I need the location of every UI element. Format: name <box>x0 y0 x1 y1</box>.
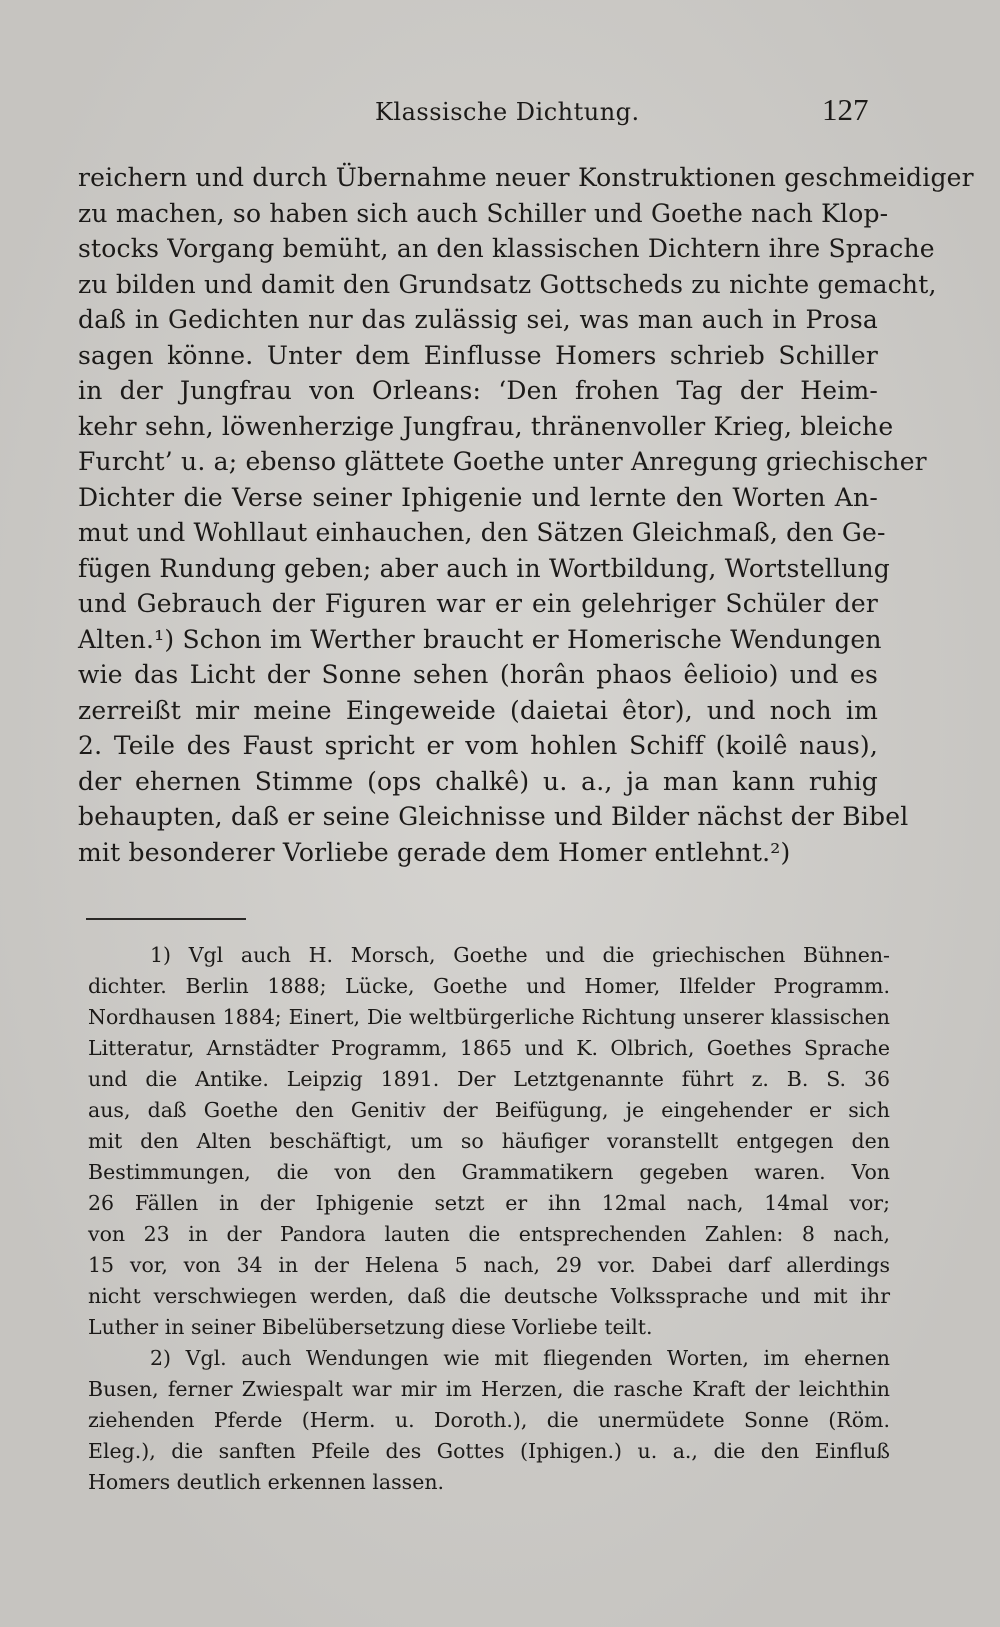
body-line: fügen Rundung geben; aber auch in Wortbildung, Wortstellung <box>78 553 891 583</box>
footnote-rule <box>86 918 246 920</box>
body-line: Furcht’ u. a; ebenso glättete Goethe unter Anregung griechischer <box>78 447 927 476</box>
body-text <box>78 160 974 900</box>
footnote-1-line: aus, daß Goethe den Genitiv der Beifügung, je eingehender er sich <box>88 1098 890 1122</box>
body-line: in der Jungfrau von Orleans: ‘Den frohen Tag der Heim- <box>78 376 878 405</box>
footnote-1-line: dichter. Berlin 1888; Lücke, Goethe und Homer, Ilfelder Programm. <box>88 974 890 998</box>
body-line: kehr sehn, löwenherzige Jungfrau, thränenvoller Krieg, bleiche <box>78 411 894 441</box>
footnote-1-line: Luther in seiner Bibelübersetzung diese Vorliebe teilt. <box>88 1315 653 1339</box>
body-line: daß in Gedichten nur das zulässig sei, was man auch in Prosa <box>78 305 878 334</box>
footnote-1-line: nicht verschwiegen werden, daß die deutsche Volkssprache und mit ihr <box>88 1284 890 1308</box>
body-line: sagen könne. Unter dem Einflusse Homers schrieb Schiller <box>78 340 878 370</box>
footnote-1-line: 1) Vgl auch H. Morsch, Goethe und die griechischen Bühnen- <box>150 943 890 967</box>
footnote-1-line: Bestimmungen, die von den Grammatikern gegeben waren. Von <box>88 1160 890 1184</box>
body-line: 2. Teile des Faust spricht er vom hohlen Schiff (koilê naus), <box>78 731 878 760</box>
body-line: behaupten, daß er seine Gleichnisse und Bilder nächst der Bibel <box>78 802 909 831</box>
body-line: zerreißt mir meine Eingeweide (daietai êtor), und noch im <box>78 695 878 725</box>
page-number: 127 <box>822 92 869 127</box>
body-line: mit besonderer Vorliebe gerade dem Homer entlehnt.²) <box>78 837 791 867</box>
footnote-2-line: 2) Vgl. auch Wendungen wie mit fliegenden Worten, im ehernen <box>150 1346 890 1370</box>
body-line: Dichter die Verse seiner Iphigenie und lernte den Worten An- <box>78 482 878 512</box>
body-line: mut und Wohllaut einhauchen, den Sätzen Gleichmaß, den Ge- <box>78 518 886 547</box>
footnote-2-line: Busen, ferner Zwiespalt war mir im Herzen, die rasche Kraft der leichthin <box>88 1377 890 1401</box>
footnote-1-line: 15 vor, von 34 in der Helena 5 nach, 29 vor. Dabei darf allerdings <box>88 1253 890 1277</box>
footnote-1-line: 26 Fällen in der Iphigenie setzt er ihn 12mal nach, 14mal vor; <box>88 1191 890 1215</box>
footnote-1-line: mit den Alten beschäftigt, um so häufiger voranstellt entgegen den <box>88 1129 890 1153</box>
footnote-2-line: ziehenden Pferde (Herm. u. Doroth.), die unermüdete Sonne (Röm. <box>88 1408 890 1432</box>
body-line: zu machen, so haben sich auch Schiller und Goethe nach Klop- <box>78 198 889 228</box>
body-line: Alten.¹) Schon im Werther braucht er Homerische Wendungen <box>78 624 882 654</box>
footnote-2-line: Eleg.), die sanften Pfeile des Gottes (Iphigen.) u. a., die den Einfluß <box>88 1439 890 1463</box>
footnotes <box>88 940 890 1494</box>
body-line: reichern und durch Übernahme neuer Konstruktionen geschmeidiger <box>78 163 974 192</box>
running-head <box>0 92 1000 132</box>
footnote-1-line: und die Antike. Leipzig 1891. Der Letztgenannte führt z. B. S. 36 <box>88 1067 890 1091</box>
body-line: und Gebrauch der Figuren war er ein gelehriger Schüler der <box>78 589 878 618</box>
body-line: der ehernen Stimme (ops chalkê) u. a., ja man kann ruhig <box>78 766 878 796</box>
footnote-1-line: Nordhausen 1884; Einert, Die weltbürgerliche Richtung unserer klassischen <box>88 1005 890 1029</box>
footnote-1-line: Litteratur, Arnstädter Programm, 1865 und K. Olbrich, Goethes Sprache <box>88 1036 890 1060</box>
footnote-1-line: von 23 in der Pandora lauten die entsprechenden Zahlen: 8 nach, <box>88 1222 890 1246</box>
body-line: zu bilden und damit den Grundsatz Gottscheds zu nichte gemacht, <box>78 269 937 299</box>
body-line: wie das Licht der Sonne sehen (horân phaos êelioio) und es <box>78 660 878 689</box>
running-title: Klassische Dichtung. <box>375 98 640 126</box>
body-line: stocks Vorgang bemüht, an den klassischen Dichtern ihre Sprache <box>78 234 935 263</box>
footnote-2-line: Homers deutlich erkennen lassen. <box>88 1470 445 1494</box>
